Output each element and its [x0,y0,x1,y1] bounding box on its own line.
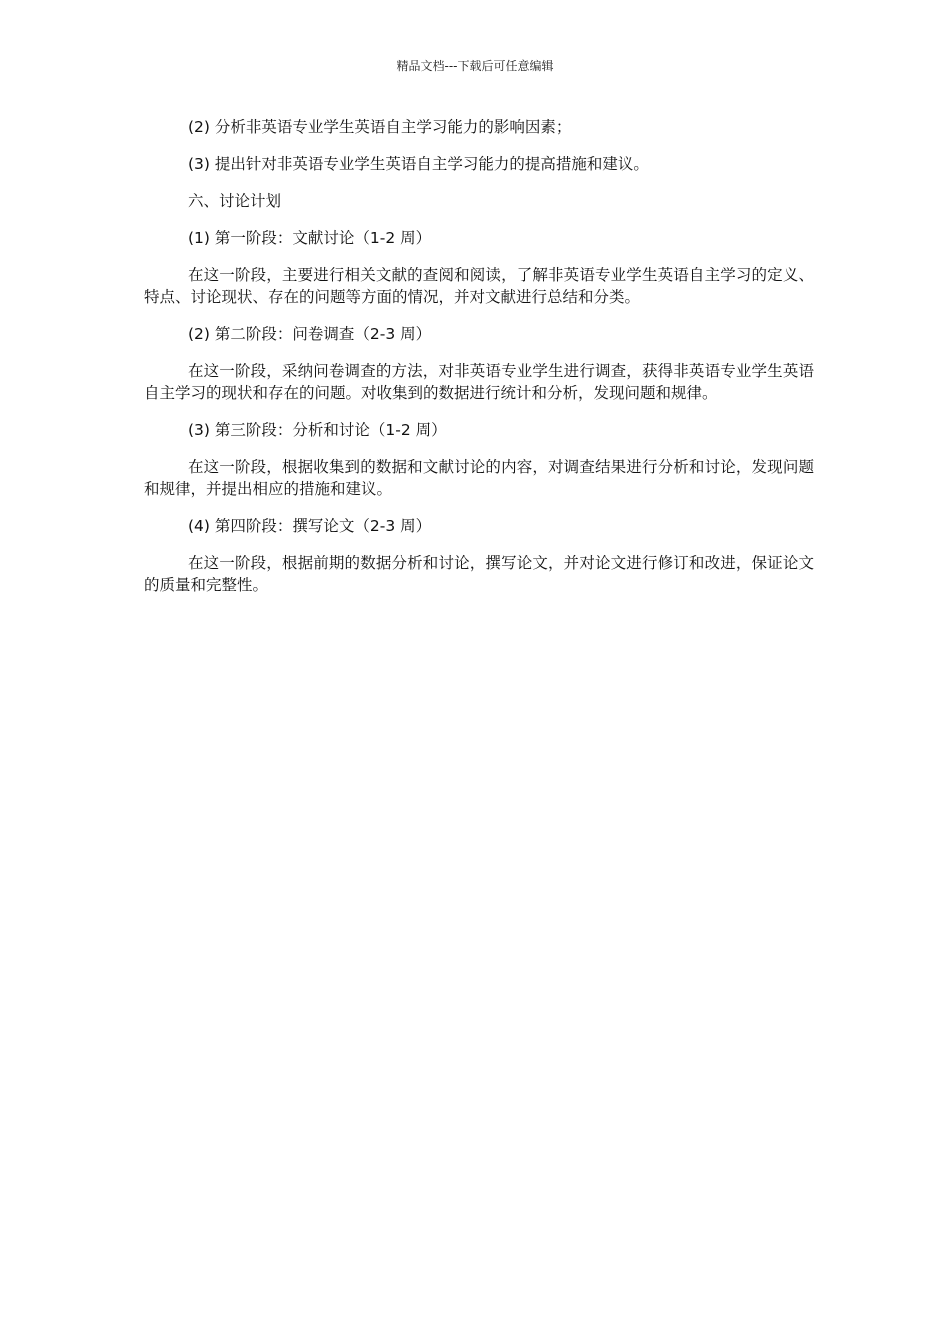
section-heading-research-plan: 六、讨论计划 [188,192,282,210]
stage-2-description: 在这一阶段，采纳问卷调查的方法，对非英语专业学生进行调查，获得非英语专业学生英语自主学习的现状和存在的问题。对收集到的数据进行统计和分析，发现问题和规律。 [144,362,814,402]
stage-1-heading: (1) 第一阶段：文献讨论（1-2 周） [188,229,432,247]
objective-item-3: (3) 提出针对非英语专业学生英语自主学习能力的提高措施和建议。 [188,155,649,173]
stage-4-heading: (4) 第四阶段：撰写论文（2-3 周） [188,517,432,535]
stage-3-heading: (3) 第三阶段：分析和讨论（1-2 周） [188,421,447,439]
stage-1-description: 在这一阶段，主要进行相关文献的查阅和阅读，了解非英语专业学生英语自主学习的定义、特点、讨论现状、存在的问题等方面的情况，并对文献进行总结和分类。 [144,266,814,306]
stage-2-heading: (2) 第二阶段：问卷调查（2-3 周） [188,325,432,343]
stage-4-description: 在这一阶段，根据前期的数据分析和讨论，撰写论文，并对论文进行修订和改进，保证论文的质量和完整性。 [144,554,814,594]
objective-item-2: (2) 分析非英语专业学生英语自主学习能力的影响因素； [188,118,572,136]
document-body [144,116,814,611]
stage-3-description: 在这一阶段，根据收集到的数据和文献讨论的内容，对调查结果进行分析和讨论，发现问题和规律，并提出相应的措施和建议。 [144,458,814,498]
page-header: 精品文档---下载后可任意编辑 [396,59,554,73]
